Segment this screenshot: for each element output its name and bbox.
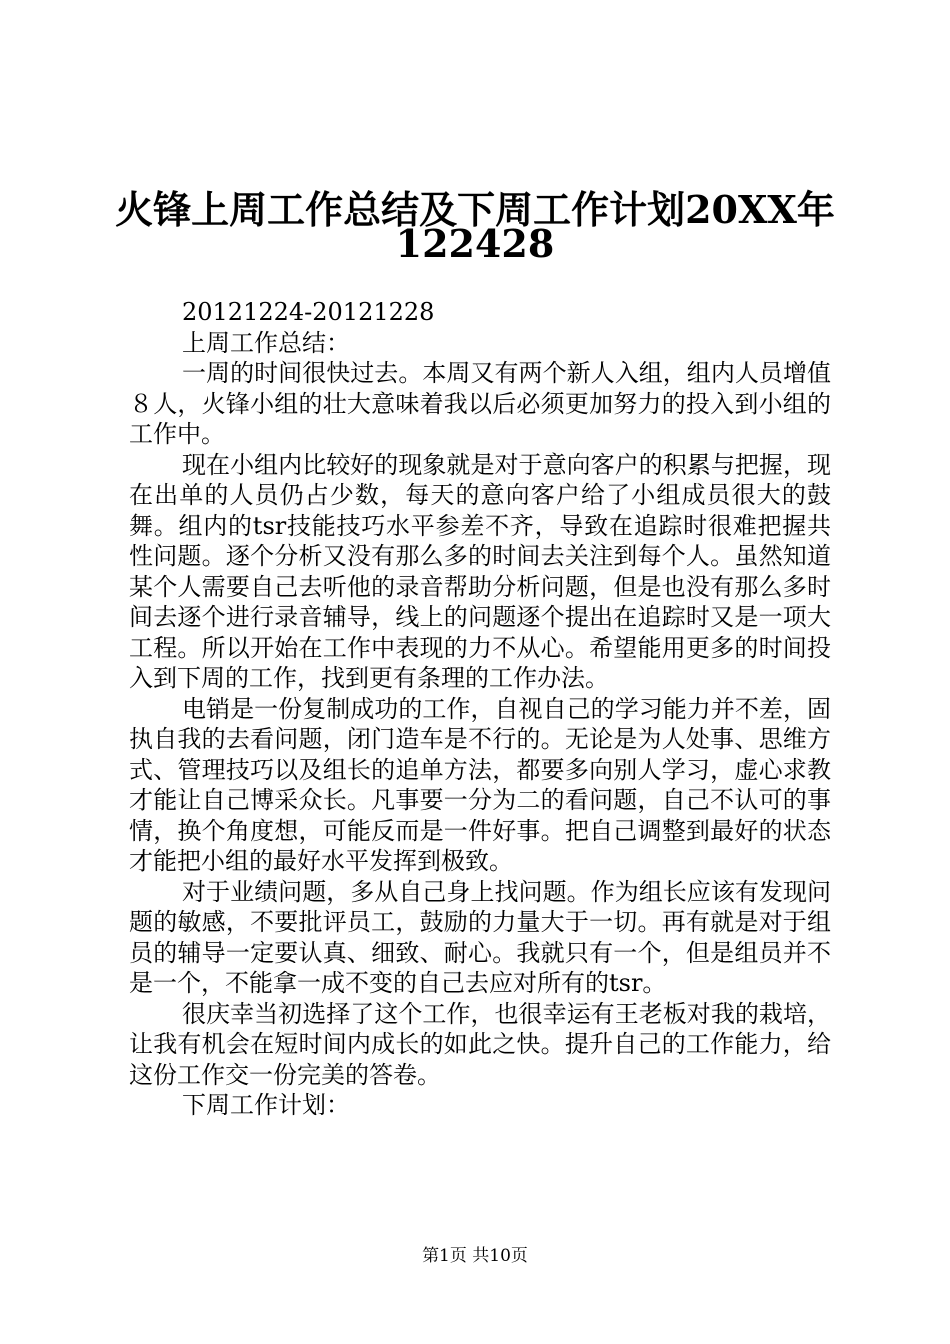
document-title: 火锋上周工作总结及下周工作计划20XX年 xyxy=(115,187,835,232)
body-paragraph: 电销是一份复制成功的工作，自视自己的学习能力并不差，固执自我的去看问题，闭门造车是不行的。无论是为人处事、思维方式、管理技巧以及组长的追单方法，都要多向别人学习，虚心求教才能让自己博采众长。凡事要一分为二的看问题，自己不认可的事情，换个角度想，可能反而是一件好事。把自己调整到最好的状态才能把小组的最好水平发挥到极致。 xyxy=(129,694,831,875)
document-body xyxy=(129,297,831,1121)
body-paragraph: 现在小组内比较好的现象就是对于意向客户的积累与把握，现在出单的人员仍占少数，每天的意向客户给了小组成员很大的鼓舞。组内的tsr技能技巧水平参差不齐，导致在追踪时很难把握共性问题。逐个分析又没有那么多的时间去关注到每个人。虽然知道某个人需要自己去听他的录音帮助分析问题，但是也没有那么多时间去逐个进行录音辅导，线上的问题逐个提出在追踪时又是一项大工程。所以开始在工作中表现的力不从心。希望能用更多的时间投入到下周的工作，找到更有条理的工作办法。 xyxy=(129,450,831,692)
body-paragraph: 对于业绩问题，多从自己身上找问题。作为组长应该有发现问题的敏感，不要批评员工，鼓励的力量大于一切。再有就是对于组员的辅导一定要认真、细致、耐心。我就只有一个，但是组员并不是一个，不能拿一成不变的自己去应对所有的tsr。 xyxy=(129,877,831,997)
document-title-continued: 122428 xyxy=(395,221,555,266)
page-number-footer: 第1页 共10页 xyxy=(422,1246,528,1266)
body-paragraph: 很庆幸当初选择了这个工作，也很幸运有王老板对我的栽培，让我有机会在短时间内成长的如此之快。提升自己的工作能力，给这份工作交一份完美的答卷。 xyxy=(129,999,831,1089)
section-heading-next-week-plan: 下周工作计划： xyxy=(182,1091,350,1119)
date-range: 20121224-20121228 xyxy=(182,298,435,326)
section-heading-last-week-summary: 上周工作总结： xyxy=(182,328,350,357)
body-paragraph: 一周的时间很快过去。本周又有两个新人入组，组内人员增值８人，火锋小组的壮大意味着我以后必须更加努力的投入到小组的工作中。 xyxy=(129,359,831,448)
